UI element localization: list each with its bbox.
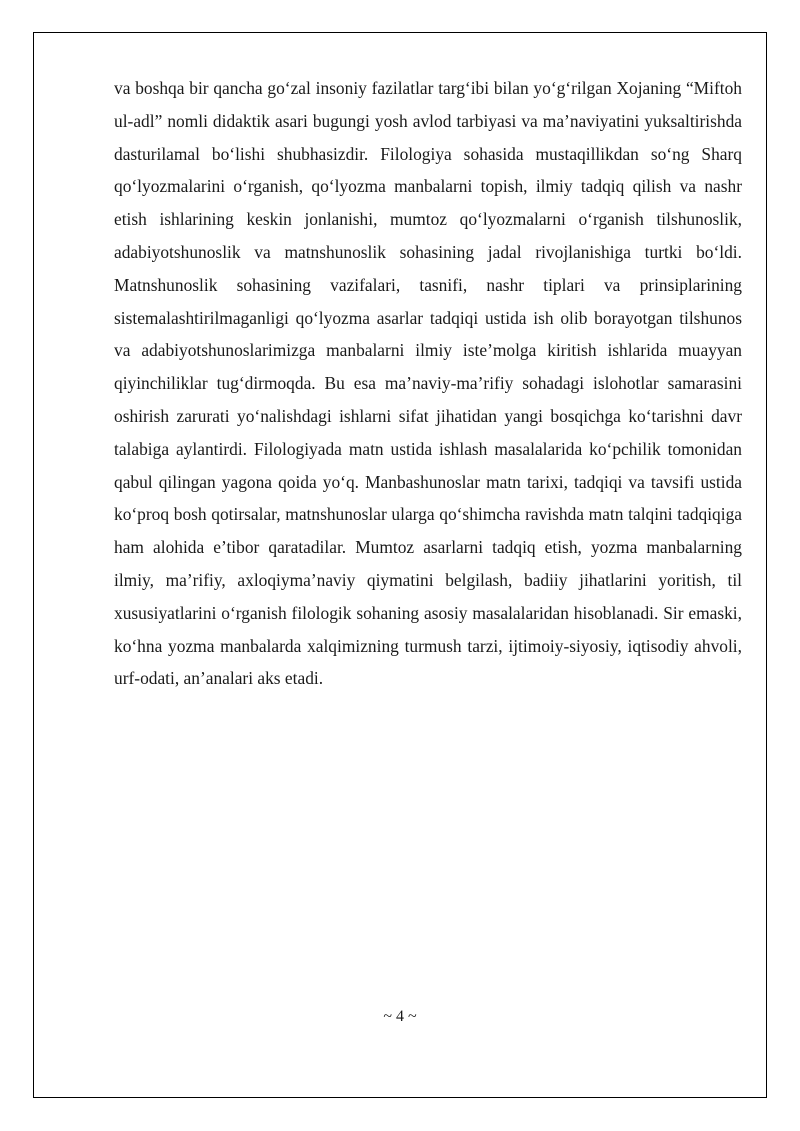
body-paragraph: va boshqa bir qancha go‘zal insoniy fazilatlar targ‘ibi bilan yo‘g‘rilgan Xojaning “Miftoh ul-adl” nomli didaktik asari bugungi yosh avlod tarbiyasi va ma’naviyatini yuksaltirishda dasturilamal bo‘lishi shubhasizdir. Filologiya sohasida mustaqillikdan so‘ng Sharq qo‘lyozmalarini o‘rganish, qo‘lyozma manbalarni topish, ilmiy tadqiq qilish va nashr etish ishlarining keskin jonlanishi, mumtoz qo‘lyozmalarni o‘rganish tilshunoslik, adabiyotshunoslik va matnshunoslik sohasining jadal rivojlanishiga turtki bo‘ldi. Matnshunoslik sohasining vazifalari, tasnifi, nashr tiplari va prinsiplarining sistemalashtirilmaganligi qo‘lyozma asarlar tadqiqi ustida ish olib borayotgan tilshunos va adabiyotshunoslarimizga manbalarni ilmiy iste’molga kiritish ishlarida muayyan qiyinchiliklar tug‘dirmoqda. Bu esa ma’naviy-ma’rifiy sohadagi islohotlar samarasini oshirish zarurati yo‘nalishdagi ishlarni sifat jihatidan yangi bosqichga ko‘tarishni davr talabiga aylantirdi. Filologiyada matn ustida ishlash masalalarida ko‘pchilik tomonidan qabul qilingan yagona qoida yo‘q. Manbashunoslar matn tarixi, tadqiqi va tavsifi ustida ko‘proq bosh qotirsalar, matnshunoslar ularga qo‘shimcha ravishda matn talqini tadqiqiga ham alohida e’tibor qaratadilar. Mumtoz asarlarni tadqiq etish, yozma manbalarning ilmiy, ma’rifiy, axloqiyma’naviy qiymatini belgilash, badiiy jihatlarini yoritish, til xususiyatlarini o‘rganish filologik sohaning asosiy masalalaridan hisoblanadi. Sir emaski, ko‘hna yozma manbalarda xalqimizning turmush tarzi, ijtimoiy-siyosiy, iqtisodiy ahvoli, urf-odati, an’analari aks etadi.: [114, 78, 742, 689]
page-number: ~ 4 ~: [383, 1008, 417, 1025]
